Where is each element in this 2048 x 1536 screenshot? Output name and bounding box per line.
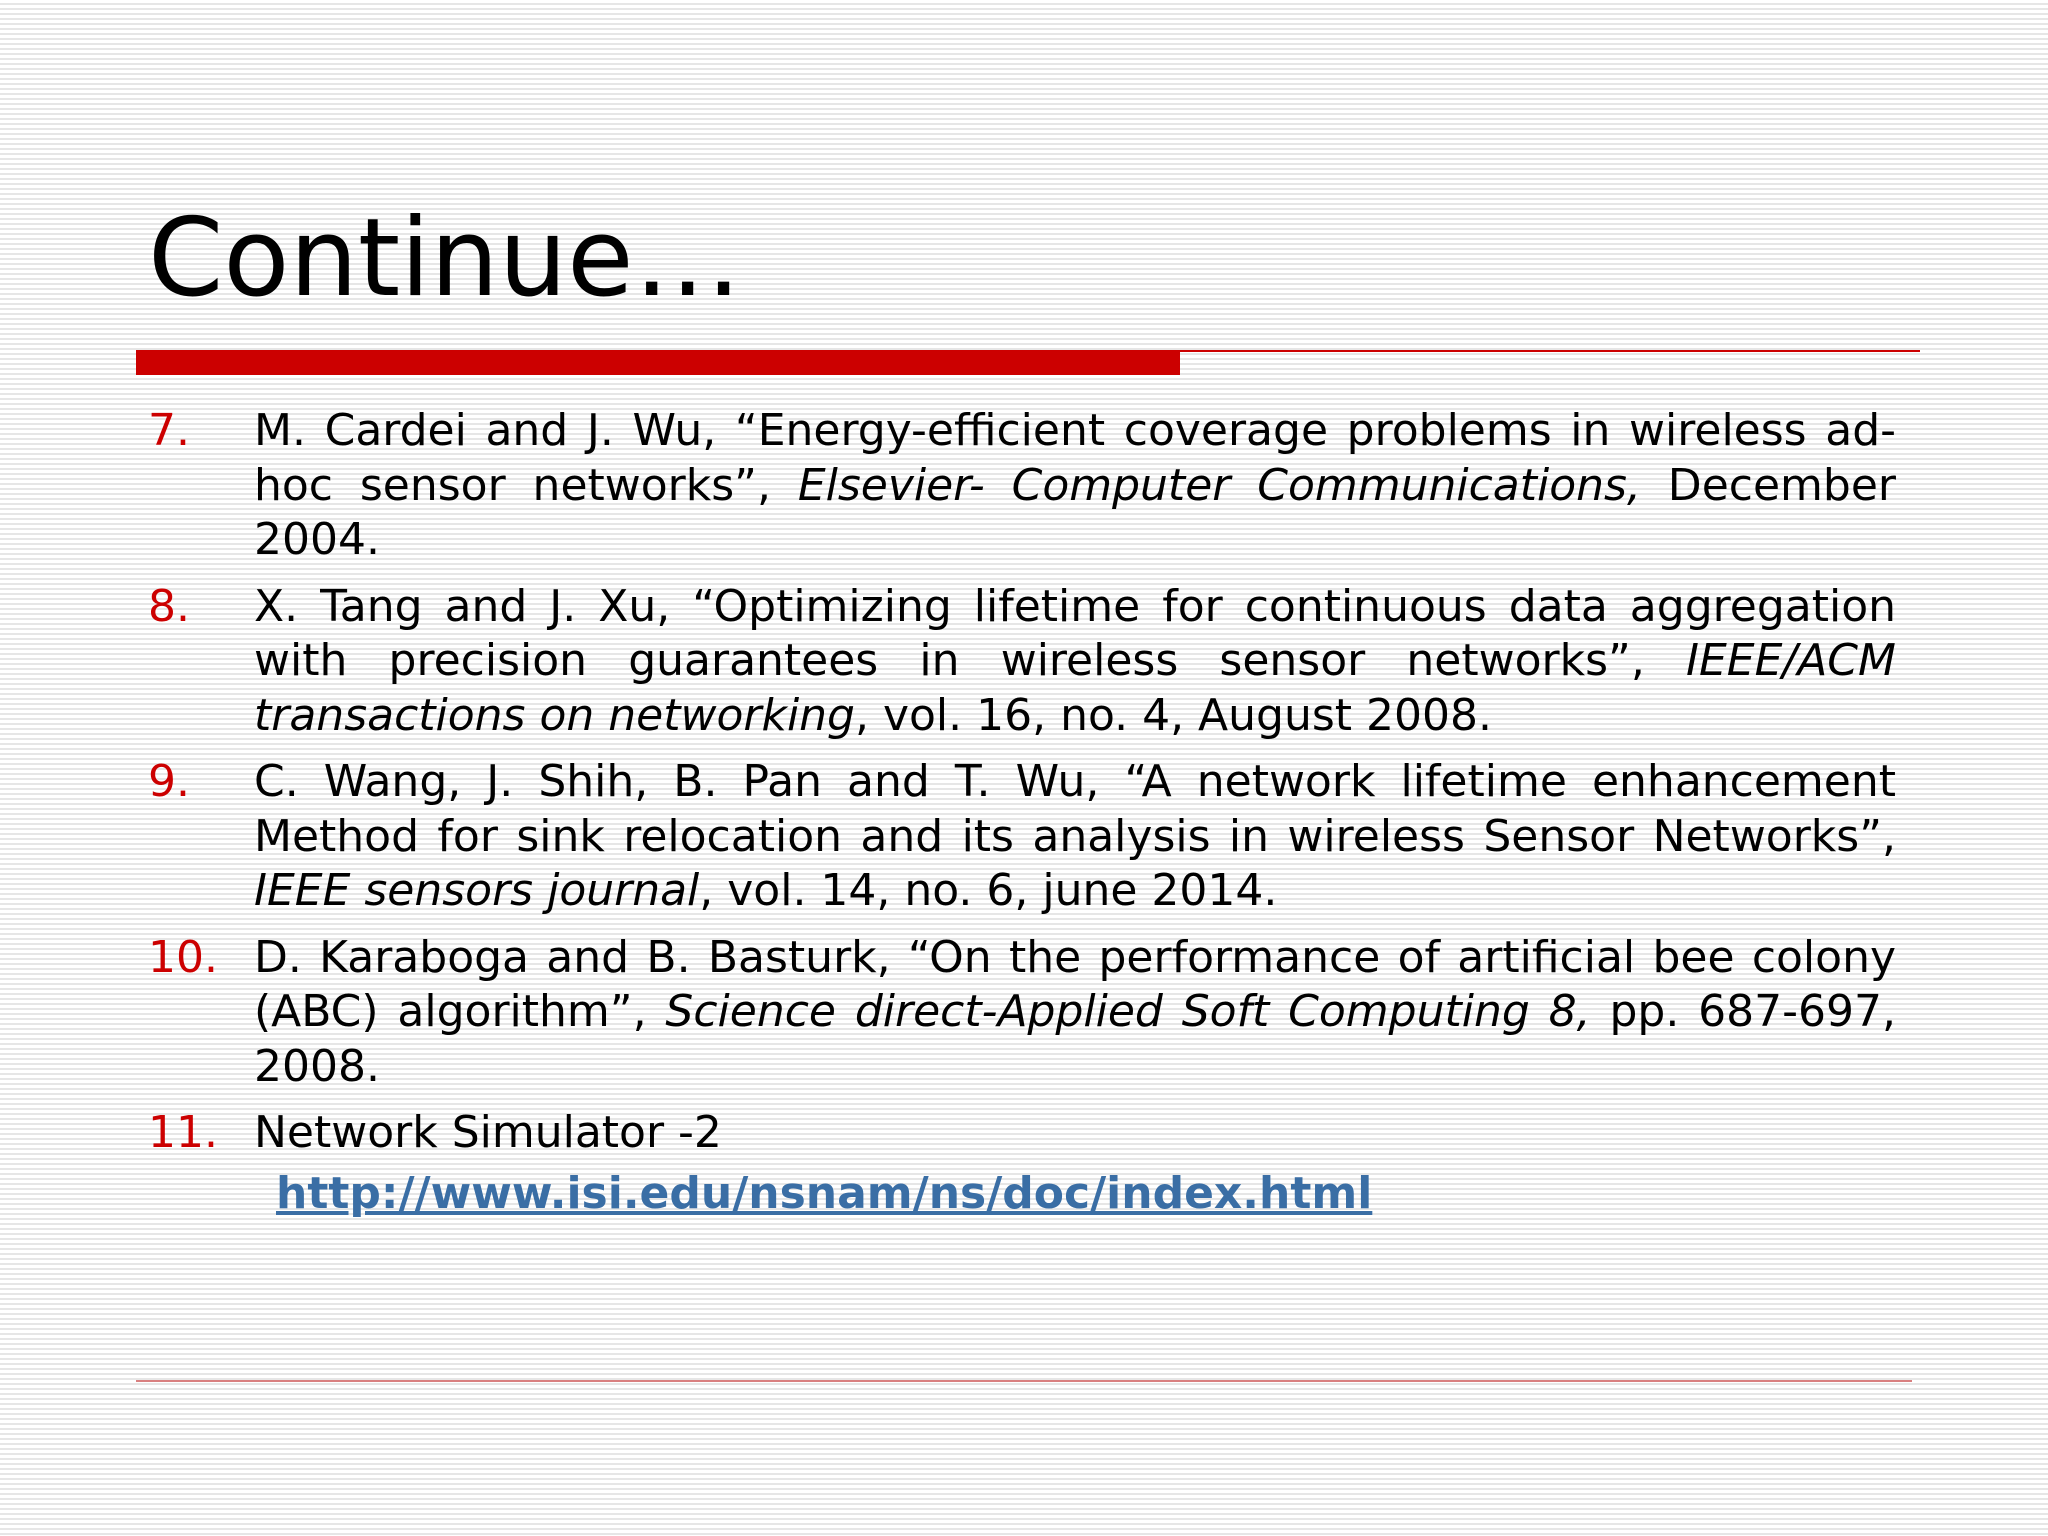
reference-details: pp. 687-697, 2008.	[254, 986, 1896, 1092]
reference-text	[254, 932, 1896, 1092]
reference-authors-title: D. Karaboga and B. Basturk, “On the performance of artificial bee colony (ABC) algorithm”,	[254, 931, 1896, 1037]
title-underline-thick	[136, 350, 1180, 375]
reference-text	[254, 756, 1896, 916]
reference-number: 11.	[148, 1107, 218, 1158]
reference-number: 10.	[148, 931, 218, 983]
reference-text	[254, 581, 1896, 741]
reference-number: 9.	[148, 756, 190, 807]
reference-title: Network Simulator -2	[254, 1107, 722, 1158]
reference-list	[148, 404, 1896, 1173]
reference-number: 8.	[148, 580, 190, 632]
reference-item-11	[148, 1106, 1896, 1161]
reference-venue: Elsevier- Computer Communications,	[797, 459, 1641, 511]
reference-item-10	[148, 931, 1896, 1095]
footer-divider	[136, 1380, 1912, 1382]
reference-authors-title: X. Tang and J. Xu, “Optimizing lifetime for continuous data aggregation with precision guarantees in wireless sensor networks”,	[254, 580, 1896, 686]
reference-venue: IEEE sensors journal	[254, 865, 700, 916]
reference-item-9	[148, 755, 1896, 919]
reference-details: December 2004.	[254, 459, 1896, 565]
slide-title: Continue…	[148, 196, 742, 321]
reference-details: , vol. 16, no. 4, August 2008.	[854, 689, 1492, 741]
ns2-documentation-link[interactable]: http://www.isi.edu/nsnam/ns/doc/index.html	[276, 1168, 1373, 1219]
reference-venue: IEEE/ACM transactions on networking	[254, 635, 1896, 741]
reference-text	[254, 1107, 722, 1158]
reference-authors-title: C. Wang, J. Shih, B. Pan and T. Wu, “A network lifetime enhancement Method for sink relocation and its analysis in wireless Sensor Networks”,	[254, 756, 1896, 862]
reference-item-7	[148, 404, 1896, 568]
reference-number: 7.	[148, 405, 190, 456]
title-underline-thin	[1180, 350, 1920, 352]
reference-text	[254, 405, 1896, 565]
reference-venue: Science direct-Applied Soft Computing 8,	[665, 986, 1591, 1037]
reference-details: , vol. 14, no. 6, june 2014.	[699, 865, 1278, 916]
reference-item-8	[148, 580, 1896, 744]
reference-authors-title: M. Cardei and J. Wu, “Energy-efficient coverage problems in wireless ad-hoc sensor networks”,	[254, 405, 1896, 511]
